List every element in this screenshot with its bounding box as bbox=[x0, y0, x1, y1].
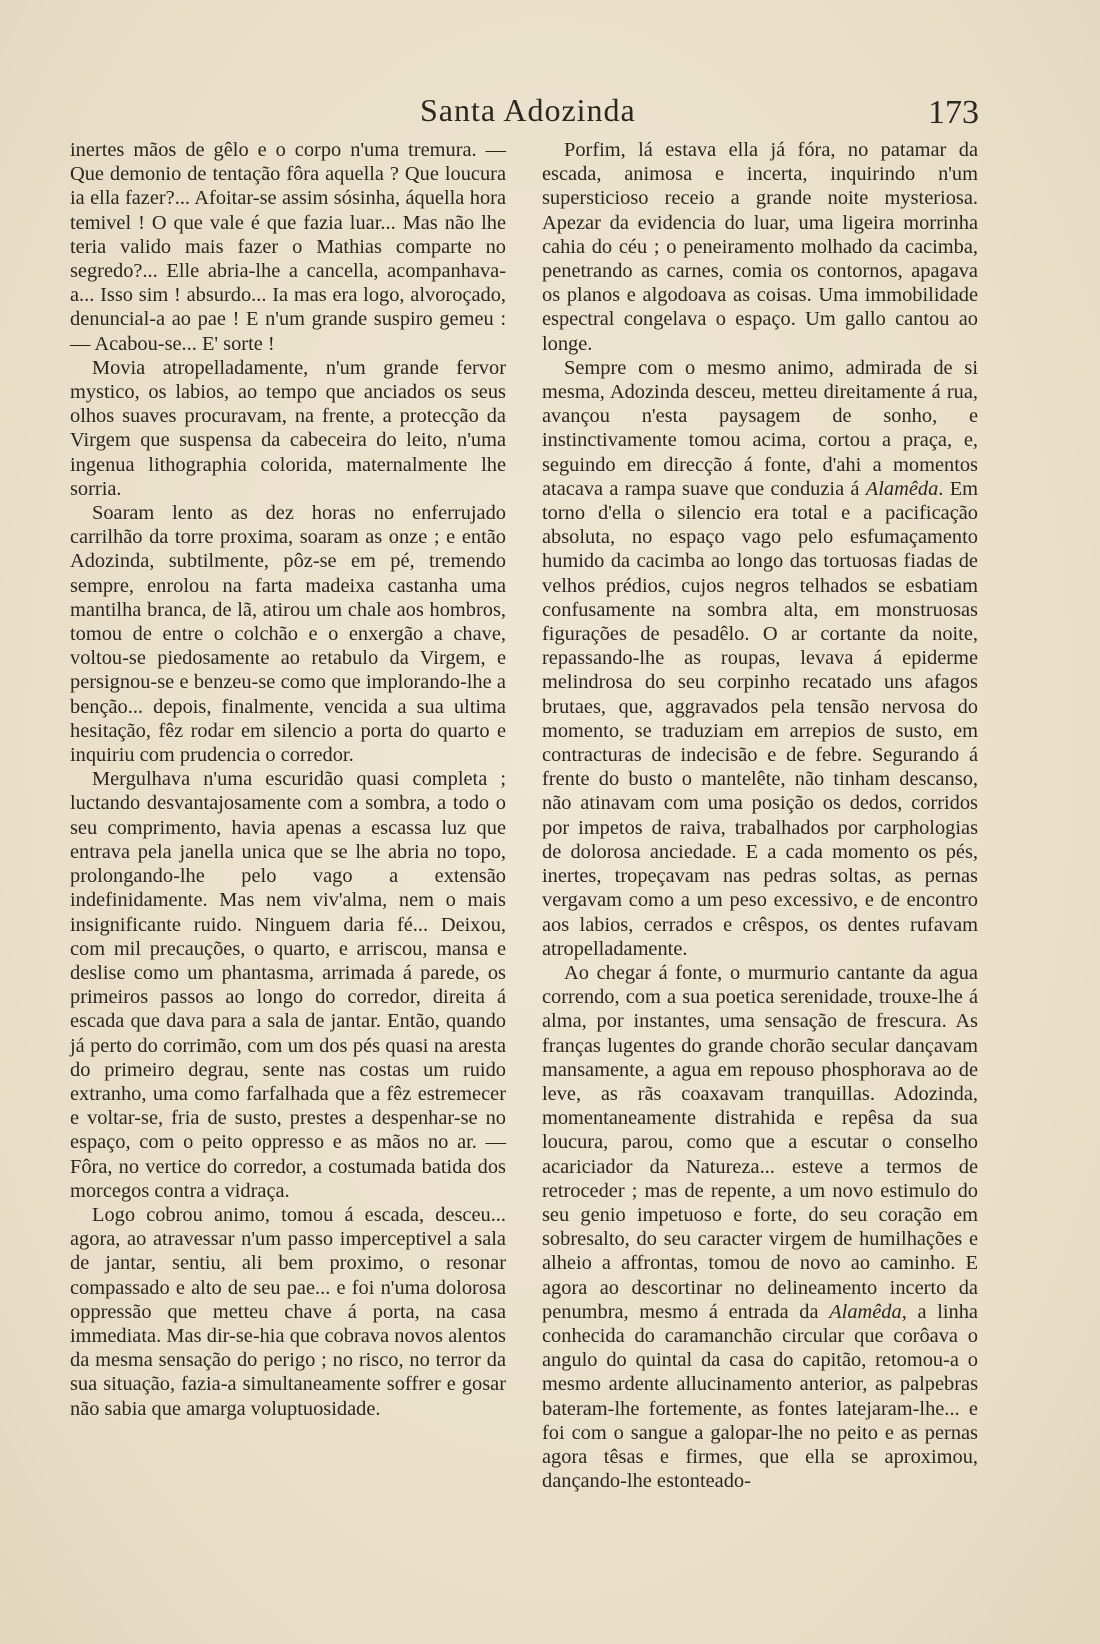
paragraph: Soaram lento as dez horas no enferrujado carrilhão da torre proxima, soaram as onze ; e então Adozinda, subtilmente, pôz-se em pé, tremendo sempre, enrolou na farta madeixa castanha uma mantilha branca, de lã, atirou um chale aos hombros, tomou de entre o colchão e o enxergão a chave, voltou-se piedosamente ao retabulo da Virgem, e persignou-se e benzeu-se como que implorando-lhe a benção... depois, finalmente, vencida a sua ultima hesitação, fêz rodar em silencio a porta do quarto e inquiriu com prudencia o corredor. bbox=[70, 502, 506, 767]
page-header bbox=[0, 92, 1100, 142]
paragraph-text: Sempre com o mesmo animo, admirada de si mesma, Adozinda desceu, metteu direitamente á rua, avançou n'esta paysagem de sonho, e instinctivamente tomou acima, cortou a praça, e, seguindo em direcção á fonte, d'ahi a momentos atacava a rampa suave que conduzia á bbox=[542, 356, 978, 500]
paragraph: Movia atropelladamente, n'um grande fervor mystico, os labios, ao tempo que anciados os seus olhos suaves procuravam, na frente, a protecção da Virgem que suspensa da cabeceira do leito, n'uma ingenua lithographia colorida, maternalmente lhe sorria. bbox=[70, 356, 506, 500]
emphasis-place-name: Alamêda bbox=[829, 1300, 902, 1323]
paragraph: inertes mãos de gêlo e o corpo n'uma tremura. — Que demonio de tentação fôra aquella ? Que loucura ia ella fazer?... Afoitar-se assim sósinha, áquella hora temivel ! O que vale é que fazia luar... Mas não lhe teria valido mais fazer o Mathias comparte no segredo?... Elle abria-lhe a cancella, acompanhava-a... Isso sim ! absurdo... Ia mas era logo, alvoroçado, denuncial-a ao pae ! E n'um grande suspiro gemeu : — Acabou-se... E' sorte ! bbox=[70, 139, 506, 355]
paragraph: Porfim, lá estava ella já fóra, no patamar da escada, animosa e incerta, inquirindo n'um supersticioso receio a grande noite mysteriosa. Apezar da evidencia do luar, uma ligeira morrinha cahia do céu ; o peneiramento molhado da cacimba, penetrando as carnes, comia os contornos, apagava os planos e algodoava as coisas. Uma immobilidade espectral congelava o espaço. Um gallo cantou ao longe. bbox=[542, 139, 978, 355]
paragraph bbox=[542, 961, 978, 1493]
emphasis-place-name: Alamêda bbox=[865, 477, 939, 500]
paragraph: Mergulhava n'uma escuridão quasi completa ; luctando desvantajosamente com a sombra, a todo o seu comprimento, havia apenas a escassa luz que entrava pela janella unica que se lhe abria no topo, prolongando-lhe pelo vago a extensão indefinidamente. Mas nem viv'alma, nem o mais insignificante ruido. Ninguem daria fé... Deixou, com mil precauções, o quarto, e arriscou, mansa e deslise como um phantasma, arrimada á parede, os primeiros passos ao longo do corredor, direita á escada que dava para a sala de jantar. Então, quando já perto do corrimão, com um dos pés quasi na aresta do primeiro degrau, sente nas costas um ruido extranho, uma como farfalhada que a fêz estremecer e voltar-se, fria de susto, prestes a despenhar-se no espaço, com o peito oppresso e as mãos no ar. — Fôra, no vertice do corredor, a costumada batida dos morcegos contra a vidraça. bbox=[70, 768, 506, 1202]
paragraph: Logo cobrou animo, tomou á escada, desceu... agora, ao atravessar n'um passo imperceptivel a sala de jantar, sentiu, ali bem proximo, o resonar compassado e alto de seu pae... e foi n'uma dolorosa oppressão que metteu chave á porta, na casa immediata. Mas dir-se-hia que cobrava novos alentos da mesma sensação do perigo ; no risco, no terror da sua situação, fazia-a simultaneamente soffrer e gosar não sabia que amarga voluptuosidade. bbox=[70, 1203, 506, 1420]
paragraph bbox=[542, 356, 978, 961]
running-title: Santa Adozinda bbox=[420, 92, 636, 128]
paragraph-text: . Em torno d'ella o silencio era total e a pacificação absoluta, no espaço vago pelo esfumaçamento humido da cacimba ao longo das tortuosas fiadas de velhos prédios, cujos negros telhados se esbatiam confusamente na sombra alta, em monstruosas figurações de pesadêlo. O ar cortante da noite, repassando-lhe as roupas, levava á epiderme melindrosa do seu corpinho recatado uns afagos brutaes, que, aggravados pela tensão nervosa do momento, se traduziam em arrepios de susto, em contracturas de indecisão e de febre. Segurando á frente do busto o mantelête, não tinham descanso, não atinavam com uma posição os dedos, corridos por impetos de raiva, trabalhados por carphologias de dolorosa anciedade. E a cada momento os pés, inertes, tropeçavam nas pedras soltas, as pernas vergavam como a um peso excessivo, e de encontro aos labios, cerrados e crêspos, os dentes rufavam atropelladamente. bbox=[542, 477, 979, 960]
paragraph-text: Ao chegar á fonte, o murmurio cantante da agua correndo, com a sua poetica serenidade, trouxe-lhe á alma, por instantes, uma sensação de frescura. As franças lugentes do grande chorão secular dançavam mansamente, a agua em repouso phosphorava ao de leve, as rãs coaxavam tranquillas. Adozinda, momentaneamente distrahida e repêsa da sua loucura, parou, como que a escutar o conselho acariciador da Natureza... esteve a termos de retroceder ; mas de repente, a um novo estimulo do seu genio impetuoso e forte, do seu coração em sobresalto, do seu caracter virgem de humilhações e alheio a affrontas, tomou de novo ao caminho. E agora ao descortinar no delineamento incerto da penumbra, mesmo á entrada da bbox=[542, 961, 978, 1323]
paragraph-text: , a linha conhecida do caramanchão circular que corôava o angulo do quintal da casa do capitão, retomou-a o mesmo ardente allucinamento anterior, as palpebras bateram-lhe fortemente, as fontes latejaram-lhe... e foi com o sangue a galopar-lhe no peito e as pernas agora têsas e firmes, que ella se aproximou, dançando-lhe estonteado- bbox=[542, 1300, 978, 1493]
left-column bbox=[70, 138, 506, 1421]
right-column bbox=[542, 138, 978, 1493]
page-number: 173 bbox=[928, 94, 979, 131]
